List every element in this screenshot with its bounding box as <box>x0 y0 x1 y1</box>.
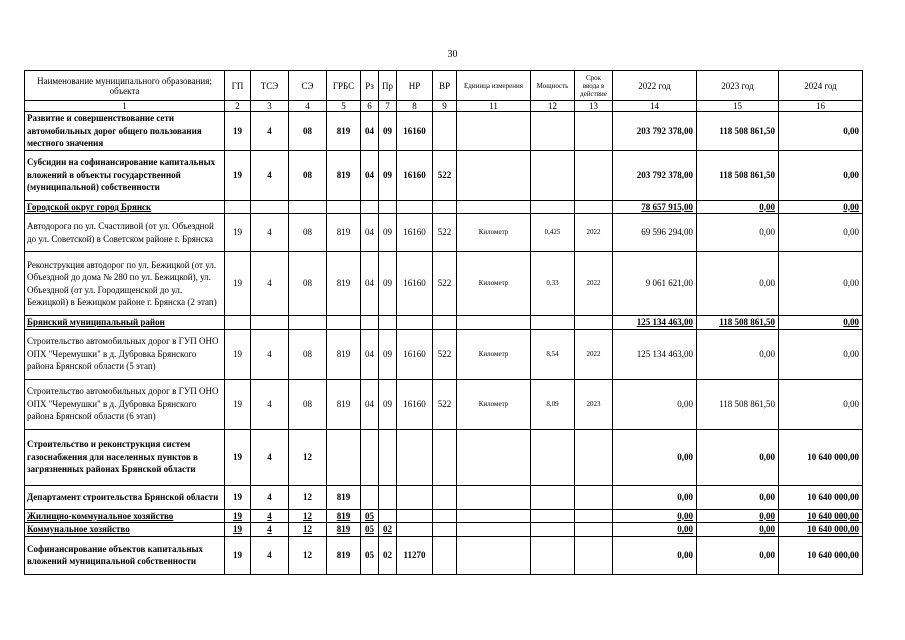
cell-gp: 19 <box>225 214 251 252</box>
cell-vr: 522 <box>433 214 457 252</box>
column-number: 1 <box>25 101 225 112</box>
cell-unit <box>457 150 531 200</box>
cell-unit: Километр <box>457 379 531 429</box>
cell-se: 08 <box>289 214 327 252</box>
column-number: 11 <box>457 101 531 112</box>
header-pr: Пр <box>379 71 397 101</box>
cell-grbs: 819 <box>327 214 361 252</box>
cell-grbs: 819 <box>327 536 361 574</box>
cell-deadline: 2022 <box>575 252 613 316</box>
cell-deadline <box>575 523 613 537</box>
column-number: 14 <box>613 101 697 112</box>
cell-y2024: 0,00 <box>779 316 863 330</box>
cell-nr: 16160 <box>397 214 433 252</box>
cell-tse: 4 <box>251 112 289 151</box>
header-tse: ТСЭ <box>251 71 289 101</box>
cell-tse: 4 <box>251 429 289 485</box>
cell-se: 08 <box>289 329 327 379</box>
cell-y2022: 0,00 <box>613 523 697 537</box>
cell-se <box>289 200 327 214</box>
cell-gp <box>225 200 251 214</box>
cell-gp: 19 <box>225 429 251 485</box>
cell-grbs <box>327 429 361 485</box>
cell-y2024: 10 640 000,00 <box>779 509 863 523</box>
table-row <box>25 150 863 200</box>
column-number: 7 <box>379 101 397 112</box>
cell-nr <box>397 509 433 523</box>
cell-tse: 4 <box>251 214 289 252</box>
column-number: 16 <box>779 101 863 112</box>
cell-name: Жилищно-коммунальное хозяйство <box>25 509 225 523</box>
cell-pr <box>379 429 397 485</box>
cell-gp: 19 <box>225 536 251 574</box>
cell-vr <box>433 523 457 537</box>
cell-y2023: 118 508 861,50 <box>697 379 779 429</box>
cell-capacity <box>531 485 575 509</box>
cell-unit <box>457 509 531 523</box>
cell-deadline <box>575 200 613 214</box>
cell-grbs <box>327 316 361 330</box>
cell-se: 08 <box>289 379 327 429</box>
table-row <box>25 509 863 523</box>
cell-gp: 19 <box>225 509 251 523</box>
cell-deadline: 2022 <box>575 214 613 252</box>
cell-vr: 522 <box>433 150 457 200</box>
cell-y2024: 0,00 <box>779 200 863 214</box>
cell-y2024: 10 640 000,00 <box>779 485 863 509</box>
header-se: СЭ <box>289 71 327 101</box>
cell-name: Городской округ город Брянск <box>25 200 225 214</box>
column-number: 8 <box>397 101 433 112</box>
column-number-row <box>25 101 863 112</box>
cell-deadline <box>575 316 613 330</box>
cell-deadline <box>575 509 613 523</box>
cell-gp: 19 <box>225 523 251 537</box>
cell-gp <box>225 316 251 330</box>
cell-deadline <box>575 536 613 574</box>
table-row <box>25 536 863 574</box>
cell-capacity <box>531 523 575 537</box>
header-nr: НР <box>397 71 433 101</box>
cell-unit: Километр <box>457 329 531 379</box>
cell-tse <box>251 316 289 330</box>
header-capacity: Мощность <box>531 71 575 101</box>
cell-y2024: 10 640 000,00 <box>779 429 863 485</box>
cell-pr: 09 <box>379 112 397 151</box>
cell-capacity <box>531 200 575 214</box>
header-2023: 2023 год <box>697 71 779 101</box>
cell-vr: 522 <box>433 252 457 316</box>
cell-unit <box>457 316 531 330</box>
table-row <box>25 316 863 330</box>
cell-capacity <box>531 112 575 151</box>
cell-rz: 05 <box>361 523 379 537</box>
cell-y2023: 0,00 <box>697 252 779 316</box>
cell-nr: 16160 <box>397 112 433 151</box>
header-grbs: ГРБС <box>327 71 361 101</box>
cell-capacity: 0,425 <box>531 214 575 252</box>
cell-pr <box>379 316 397 330</box>
table-row <box>25 252 863 316</box>
column-number: 9 <box>433 101 457 112</box>
table-row <box>25 214 863 252</box>
header-gp: ГП <box>225 71 251 101</box>
cell-vr <box>433 429 457 485</box>
cell-name: Строительство автомобильных дорог в ГУП ОНО ОПХ "Черемушки" в д. Дубровка Брянского района Брянской области (6 этап) <box>25 379 225 429</box>
cell-rz: 04 <box>361 150 379 200</box>
cell-grbs: 819 <box>327 150 361 200</box>
cell-nr <box>397 485 433 509</box>
cell-name: Реконструкция автодорог по ул. Бежицкой (от ул. Объездной до дома № 280 по ул. Бежицкой), ул. Объездной (от ул. Городищенской до ул. Бежицкой) в Бежицком районе г. Брянска (2 этап) <box>25 252 225 316</box>
cell-y2022: 0,00 <box>613 485 697 509</box>
cell-y2024: 0,00 <box>779 150 863 200</box>
column-number: 3 <box>251 101 289 112</box>
cell-rz: 05 <box>361 536 379 574</box>
cell-unit <box>457 429 531 485</box>
cell-capacity: 8,09 <box>531 379 575 429</box>
cell-nr <box>397 316 433 330</box>
cell-grbs: 819 <box>327 509 361 523</box>
cell-deadline <box>575 150 613 200</box>
cell-nr: 16160 <box>397 329 433 379</box>
cell-y2022: 0,00 <box>613 509 697 523</box>
cell-name: Автодорога по ул. Счастливой (от ул. Объездной до ул. Советской) в Советском районе г. Брянска <box>25 214 225 252</box>
cell-rz <box>361 485 379 509</box>
cell-nr <box>397 523 433 537</box>
cell-tse: 4 <box>251 150 289 200</box>
cell-se: 12 <box>289 509 327 523</box>
cell-rz: 04 <box>361 329 379 379</box>
cell-gp: 19 <box>225 379 251 429</box>
cell-y2023: 0,00 <box>697 509 779 523</box>
table-row <box>25 379 863 429</box>
cell-y2023: 0,00 <box>697 329 779 379</box>
cell-vr <box>433 485 457 509</box>
cell-y2024: 0,00 <box>779 112 863 151</box>
cell-unit <box>457 536 531 574</box>
cell-rz: 04 <box>361 252 379 316</box>
cell-gp: 19 <box>225 252 251 316</box>
table-row <box>25 429 863 485</box>
cell-capacity: 8,54 <box>531 329 575 379</box>
cell-capacity <box>531 509 575 523</box>
cell-y2022: 125 134 463,00 <box>613 316 697 330</box>
cell-tse: 4 <box>251 379 289 429</box>
cell-deadline: 2023 <box>575 379 613 429</box>
table-row <box>25 329 863 379</box>
cell-pr <box>379 485 397 509</box>
cell-grbs: 819 <box>327 112 361 151</box>
cell-se: 12 <box>289 429 327 485</box>
page-number: 30 <box>447 49 458 60</box>
cell-y2023: 0,00 <box>697 485 779 509</box>
cell-deadline <box>575 429 613 485</box>
header-name: Наименование муниципального образования; объекта <box>25 71 225 101</box>
budget-table <box>24 70 863 575</box>
cell-y2023: 118 508 861,50 <box>697 112 779 151</box>
cell-vr: 522 <box>433 379 457 429</box>
cell-vr: 522 <box>433 329 457 379</box>
cell-nr: 16160 <box>397 252 433 316</box>
cell-gp: 19 <box>225 329 251 379</box>
cell-rz: 04 <box>361 214 379 252</box>
cell-unit <box>457 485 531 509</box>
cell-se <box>289 316 327 330</box>
cell-y2024: 10 640 000,00 <box>779 523 863 537</box>
cell-name: Строительство и реконструкция систем газоснабжения для населенных пунктов в загрязненных районах Брянской области <box>25 429 225 485</box>
cell-pr: 09 <box>379 252 397 316</box>
cell-y2023: 118 508 861,50 <box>697 150 779 200</box>
cell-y2024: 0,00 <box>779 214 863 252</box>
header-row <box>25 71 863 101</box>
cell-pr: 09 <box>379 379 397 429</box>
cell-tse: 4 <box>251 536 289 574</box>
cell-y2023: 0,00 <box>697 536 779 574</box>
cell-name: Субсидии на софинансирование капитальных вложений в объекты государственной (муниципальной) собственности <box>25 150 225 200</box>
header-deadline: Срок ввода в действие <box>575 71 613 101</box>
cell-name: Брянский муниципальный район <box>25 316 225 330</box>
column-number: 15 <box>697 101 779 112</box>
cell-rz: 04 <box>361 112 379 151</box>
cell-se: 08 <box>289 150 327 200</box>
cell-nr <box>397 200 433 214</box>
cell-gp: 19 <box>225 150 251 200</box>
cell-nr: 16160 <box>397 150 433 200</box>
cell-y2022: 0,00 <box>613 379 697 429</box>
cell-grbs: 819 <box>327 485 361 509</box>
table-row <box>25 485 863 509</box>
cell-unit <box>457 523 531 537</box>
cell-grbs: 819 <box>327 329 361 379</box>
cell-unit <box>457 200 531 214</box>
column-number: 12 <box>531 101 575 112</box>
cell-se: 12 <box>289 536 327 574</box>
cell-y2024: 0,00 <box>779 252 863 316</box>
header-2022: 2022 год <box>613 71 697 101</box>
cell-unit <box>457 112 531 151</box>
header-2024: 2024 год <box>779 71 863 101</box>
cell-pr: 02 <box>379 536 397 574</box>
cell-deadline <box>575 485 613 509</box>
cell-se: 12 <box>289 485 327 509</box>
cell-se: 08 <box>289 112 327 151</box>
cell-pr <box>379 509 397 523</box>
column-number: 6 <box>361 101 379 112</box>
header-vr: ВР <box>433 71 457 101</box>
column-number: 5 <box>327 101 361 112</box>
cell-gp: 19 <box>225 112 251 151</box>
cell-capacity <box>531 429 575 485</box>
cell-grbs: 819 <box>327 523 361 537</box>
table-row <box>25 112 863 151</box>
cell-deadline: 2022 <box>575 329 613 379</box>
cell-name: Коммунальное хозяйство <box>25 523 225 537</box>
cell-name: Строительство автомобильных дорог в ГУП ОНО ОПХ "Черемушки" в д. Дубровка Брянского района Брянской области (5 этап) <box>25 329 225 379</box>
cell-grbs <box>327 200 361 214</box>
cell-y2022: 0,00 <box>613 429 697 485</box>
cell-vr <box>433 316 457 330</box>
cell-capacity <box>531 316 575 330</box>
cell-pr: 02 <box>379 523 397 537</box>
table-row <box>25 200 863 214</box>
cell-y2022: 9 061 621,00 <box>613 252 697 316</box>
cell-unit: Километр <box>457 252 531 316</box>
cell-grbs: 819 <box>327 252 361 316</box>
cell-tse: 4 <box>251 509 289 523</box>
cell-nr <box>397 429 433 485</box>
cell-tse: 4 <box>251 329 289 379</box>
column-number: 13 <box>575 101 613 112</box>
cell-capacity <box>531 150 575 200</box>
cell-pr <box>379 200 397 214</box>
cell-vr <box>433 112 457 151</box>
cell-vr <box>433 200 457 214</box>
cell-y2022: 78 657 915,00 <box>613 200 697 214</box>
cell-name: Департамент строительства Брянской области <box>25 485 225 509</box>
cell-rz <box>361 429 379 485</box>
cell-nr: 16160 <box>397 379 433 429</box>
cell-grbs: 819 <box>327 379 361 429</box>
cell-y2022: 69 596 294,00 <box>613 214 697 252</box>
cell-vr <box>433 509 457 523</box>
cell-y2024: 0,00 <box>779 379 863 429</box>
column-number: 2 <box>225 101 251 112</box>
cell-tse: 4 <box>251 523 289 537</box>
cell-tse: 4 <box>251 485 289 509</box>
cell-name: Софинансирование объектов капитальных вложений муниципальной собственности <box>25 536 225 574</box>
cell-y2022: 203 792 378,00 <box>613 112 697 151</box>
header-rz: Рз <box>361 71 379 101</box>
cell-se: 12 <box>289 523 327 537</box>
cell-y2023: 0,00 <box>697 523 779 537</box>
cell-rz <box>361 200 379 214</box>
cell-pr: 09 <box>379 150 397 200</box>
cell-y2023: 0,00 <box>697 214 779 252</box>
table-row <box>25 523 863 537</box>
cell-tse: 4 <box>251 252 289 316</box>
cell-nr: 11270 <box>397 536 433 574</box>
cell-pr: 09 <box>379 214 397 252</box>
cell-name: Развитие и совершенствование сети автомобильных дорог общего пользования местного значения <box>25 112 225 151</box>
header-unit: Единица измерения <box>457 71 531 101</box>
cell-y2024: 10 640 000,00 <box>779 536 863 574</box>
cell-se: 08 <box>289 252 327 316</box>
cell-tse <box>251 200 289 214</box>
cell-y2022: 125 134 463,00 <box>613 329 697 379</box>
cell-vr <box>433 536 457 574</box>
cell-y2022: 203 792 378,00 <box>613 150 697 200</box>
cell-y2022: 0,00 <box>613 536 697 574</box>
cell-unit: Километр <box>457 214 531 252</box>
cell-rz: 05 <box>361 509 379 523</box>
cell-capacity: 0,33 <box>531 252 575 316</box>
cell-deadline <box>575 112 613 151</box>
cell-rz <box>361 316 379 330</box>
cell-rz: 04 <box>361 379 379 429</box>
cell-gp: 19 <box>225 485 251 509</box>
cell-y2023: 118 508 861,50 <box>697 316 779 330</box>
cell-y2023: 0,00 <box>697 200 779 214</box>
cell-capacity <box>531 536 575 574</box>
cell-y2023: 0,00 <box>697 429 779 485</box>
cell-pr: 09 <box>379 329 397 379</box>
column-number: 4 <box>289 101 327 112</box>
cell-y2024: 0,00 <box>779 329 863 379</box>
